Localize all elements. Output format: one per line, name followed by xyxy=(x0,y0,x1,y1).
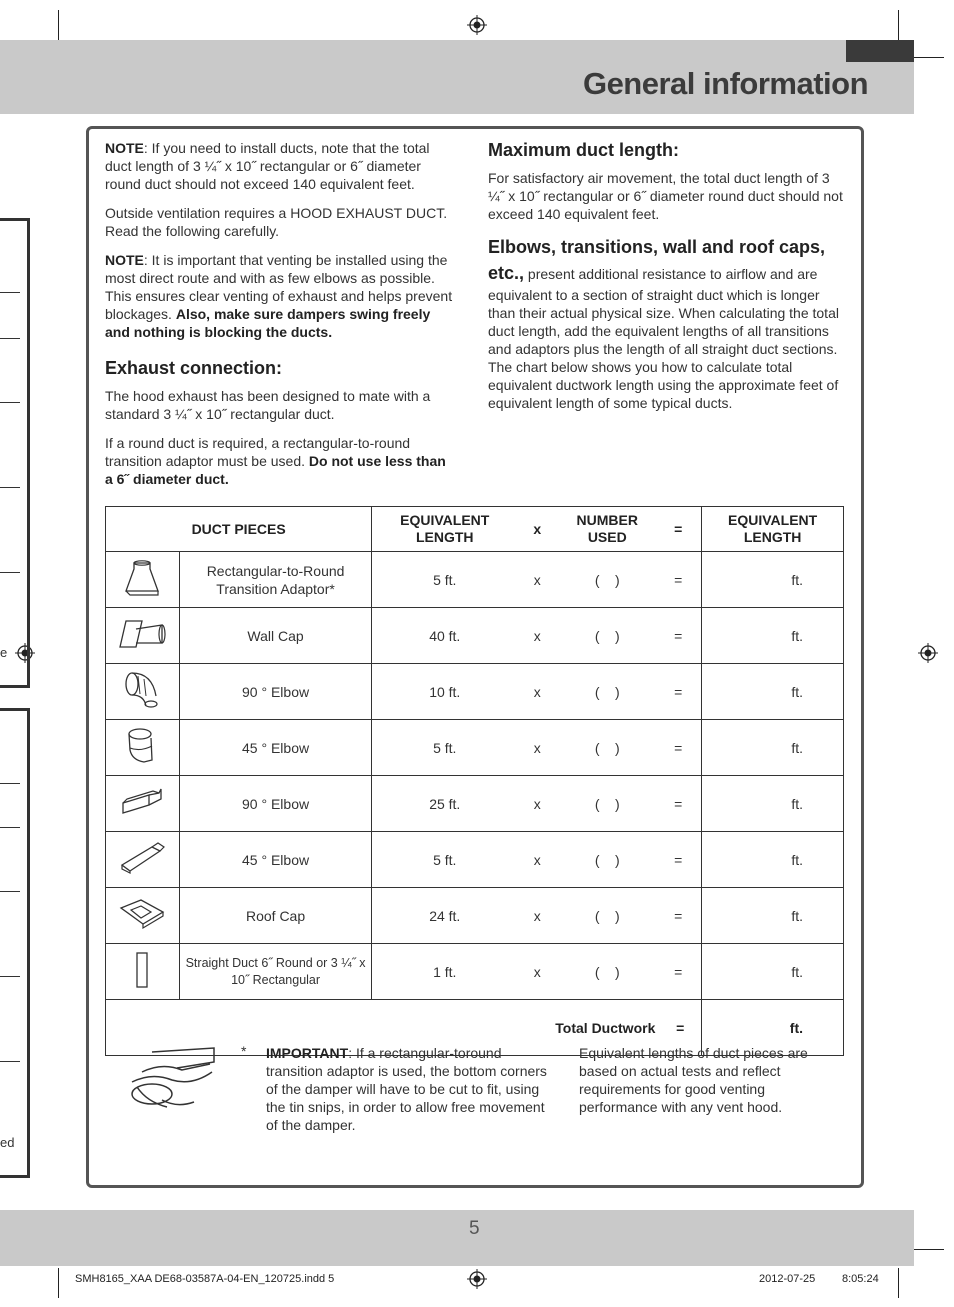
rect-elbow-90-icon xyxy=(119,785,165,822)
header-equiv-length: EQUIVALENT LENGTH xyxy=(400,512,490,545)
duct-piece-name: Straight Duct 6˝ Round or 3 ¼˝ x 10˝ Rectangular xyxy=(179,944,371,1000)
duct-piece-name: 45 ° Elbow xyxy=(179,720,371,776)
table-row xyxy=(106,552,844,608)
table-row xyxy=(106,776,844,832)
equivalent-length: 1 ft. xyxy=(433,963,457,980)
equals-sign: = xyxy=(674,739,683,756)
round-elbow-45-icon xyxy=(124,726,160,769)
footer-band xyxy=(0,1210,914,1266)
equivalent-length: 5 ft. xyxy=(433,851,457,868)
number-used: ( ) xyxy=(594,795,620,812)
side-rule xyxy=(0,402,20,403)
important-note: IMPORTANT: If a rectangular-toround transition adaptor is used, the bottom corners of the damper will have to be cut to fit, using the tin snips, in order to allow free movement of the damper. xyxy=(266,1045,547,1133)
result-cell: ft. xyxy=(702,832,844,888)
max-duct-paragraph: For satisfactory air movement, the total duct length of 3 ¼˝ x 10˝ rectangular or 6˝ diameter round duct should not exceed 140 equivalent feet. xyxy=(488,170,843,222)
table-header-row xyxy=(106,507,844,552)
multiply-sign: x xyxy=(533,795,541,812)
total-equals: = xyxy=(676,1019,685,1036)
equivalent-length: 40 ft. xyxy=(429,627,461,644)
side-rule xyxy=(0,827,20,828)
transition-adaptor-icon xyxy=(122,559,162,600)
duct-piece-name: Rectangular-to-Round Transition Adaptor* xyxy=(179,552,371,608)
page-title: General information xyxy=(582,66,868,101)
side-border xyxy=(27,218,30,688)
equals-sign: = xyxy=(674,963,683,980)
number-used: ( ) xyxy=(594,963,620,980)
footer-date: 2012-07-25 xyxy=(759,1273,816,1285)
multiply-sign: x xyxy=(533,571,541,588)
side-border xyxy=(0,218,30,221)
left-column xyxy=(105,139,457,499)
header-number-used: NUMBER USED xyxy=(576,512,638,545)
result-cell: ft. xyxy=(702,776,844,832)
total-result: ft. xyxy=(702,1000,844,1056)
exhaust-paragraph: The hood exhaust has been designed to mate with a standard 3 ¼˝ x 10˝ rectangular duct. xyxy=(105,388,431,422)
header-duct-pieces: DUCT PIECES xyxy=(106,507,372,552)
side-rule xyxy=(0,1061,20,1062)
right-column xyxy=(488,139,848,423)
total-label: Total Ductwork xyxy=(555,1019,656,1036)
side-rule xyxy=(0,783,20,784)
straight-duct-icon xyxy=(133,951,151,992)
header-result: EQUIVALENT LENGTH xyxy=(702,507,844,552)
table-row xyxy=(106,608,844,664)
side-fragment: ed xyxy=(0,1135,15,1150)
equals-sign: = xyxy=(674,683,683,700)
wall-cap-icon xyxy=(116,617,168,654)
exhaust-paragraph: If a round duct is required, a rectangular-to-round transition adaptor must be used. Do not use less than a 6˝ diameter duct. xyxy=(105,435,446,487)
crop-mark xyxy=(914,57,944,58)
equivalent-length: 5 ft. xyxy=(433,571,457,588)
note-paragraph: NOTE: If you need to install ducts, note that the total duct length of 3 ¼˝ x 10˝ rectangular or 6˝ diameter round duct should not exceed 140 equivalent feet. xyxy=(105,140,430,192)
asterisk: * xyxy=(241,1043,247,1059)
result-cell: ft. xyxy=(702,720,844,776)
side-rule xyxy=(0,976,20,977)
number-used: ( ) xyxy=(594,907,620,924)
multiply-sign: x xyxy=(533,907,541,924)
crop-mark xyxy=(898,1268,899,1298)
footer-filename: SMH8165_XAA DE68-03587A-04-EN_120725.indd 5 xyxy=(75,1273,335,1285)
side-border xyxy=(0,685,30,688)
duct-table xyxy=(105,506,844,1056)
registration-mark-icon xyxy=(467,15,487,35)
table-row xyxy=(106,664,844,720)
result-cell: ft. xyxy=(702,944,844,1000)
rect-elbow-45-icon xyxy=(118,841,166,878)
duct-piece-name: Roof Cap xyxy=(179,888,371,944)
equals-sign: = xyxy=(674,795,683,812)
equivalent-length: 24 ft. xyxy=(429,907,461,924)
table-row xyxy=(106,832,844,888)
equals-sign: = xyxy=(674,627,683,644)
result-cell: ft. xyxy=(702,608,844,664)
registration-mark-icon xyxy=(15,643,35,663)
side-rule xyxy=(0,487,20,488)
duct-piece-name: 90 ° Elbow xyxy=(179,776,371,832)
multiply-sign: x xyxy=(533,963,541,980)
equivalent-length: 25 ft. xyxy=(429,795,461,812)
max-duct-heading: Maximum duct length: xyxy=(488,140,680,160)
elbows-paragraph: Elbows, transitions, wall and roof caps, etc., present additional resistance to airflow and are equivalent to a section of straight duct which is longer than their actual physical size. When calculating the total duct length, add the equivalent lengths of all transitions and adaptors plus the length of all straight duct sections. The chart below shows you how to calculate total equivalent ductwork length using the approximate feet of equivalent length of some typical ducts. xyxy=(488,237,839,411)
side-fragment: e xyxy=(0,645,8,660)
header-middle xyxy=(372,507,702,552)
number-used: ( ) xyxy=(594,683,620,700)
equivalent-lengths-note: Equivalent lengths of duct pieces are based on actual tests and reflect requirements for good venting performance with any vent hood. xyxy=(579,1045,808,1115)
note-paragraph: NOTE: It is important that venting be installed using the most direct route and with as few elbows as possible. This ensures clear venting of exhaust and helps prevent blockages. Also, make sure dampers swing freely and nothing is blocking the ducts. xyxy=(105,252,453,340)
crop-mark xyxy=(914,1249,944,1250)
page-number: 5 xyxy=(469,1218,480,1239)
registration-mark-icon xyxy=(467,1269,487,1289)
number-used: ( ) xyxy=(594,739,620,756)
registration-mark-icon xyxy=(918,643,938,663)
header-equals: = xyxy=(674,520,683,537)
multiply-sign: x xyxy=(533,683,541,700)
number-used: ( ) xyxy=(594,627,620,644)
duct-piece-name: Wall Cap xyxy=(179,608,371,664)
number-used: ( ) xyxy=(594,851,620,868)
side-rule xyxy=(0,338,20,339)
footer-time: 8:05:24 xyxy=(842,1273,879,1285)
side-rule xyxy=(0,572,20,573)
crop-mark xyxy=(898,10,899,40)
table-row xyxy=(106,944,844,1000)
equals-sign: = xyxy=(674,907,683,924)
equals-sign: = xyxy=(674,851,683,868)
round-elbow-90-icon xyxy=(122,670,162,713)
equals-sign: = xyxy=(674,571,683,588)
crop-mark xyxy=(58,1268,59,1298)
header-tab xyxy=(846,40,914,62)
result-cell: ft. xyxy=(702,664,844,720)
side-border xyxy=(0,708,30,711)
crop-mark xyxy=(58,10,59,40)
equivalent-length: 5 ft. xyxy=(433,739,457,756)
exhaust-heading: Exhaust connection: xyxy=(105,358,283,378)
roof-cap-icon xyxy=(119,898,165,933)
side-border xyxy=(27,708,30,1178)
multiply-sign: x xyxy=(533,739,541,756)
multiply-sign: x xyxy=(533,851,541,868)
header-x: x xyxy=(533,520,542,537)
number-used: ( ) xyxy=(594,571,620,588)
multiply-sign: x xyxy=(533,627,541,644)
result-cell: ft. xyxy=(702,552,844,608)
duct-piece-name: 90 ° Elbow xyxy=(179,664,371,720)
side-border xyxy=(0,1175,30,1178)
side-rule xyxy=(0,292,20,293)
table-row xyxy=(106,720,844,776)
tin-snips-icon xyxy=(122,1042,222,1114)
outside-ventilation-paragraph: Outside ventilation requires a HOOD EXHAUST DUCT. Read the following carefully. xyxy=(105,205,448,239)
side-rule xyxy=(0,891,20,892)
equivalent-length: 10 ft. xyxy=(429,683,461,700)
table-row xyxy=(106,888,844,944)
duct-piece-name: 45 ° Elbow xyxy=(179,832,371,888)
result-cell: ft. xyxy=(702,888,844,944)
